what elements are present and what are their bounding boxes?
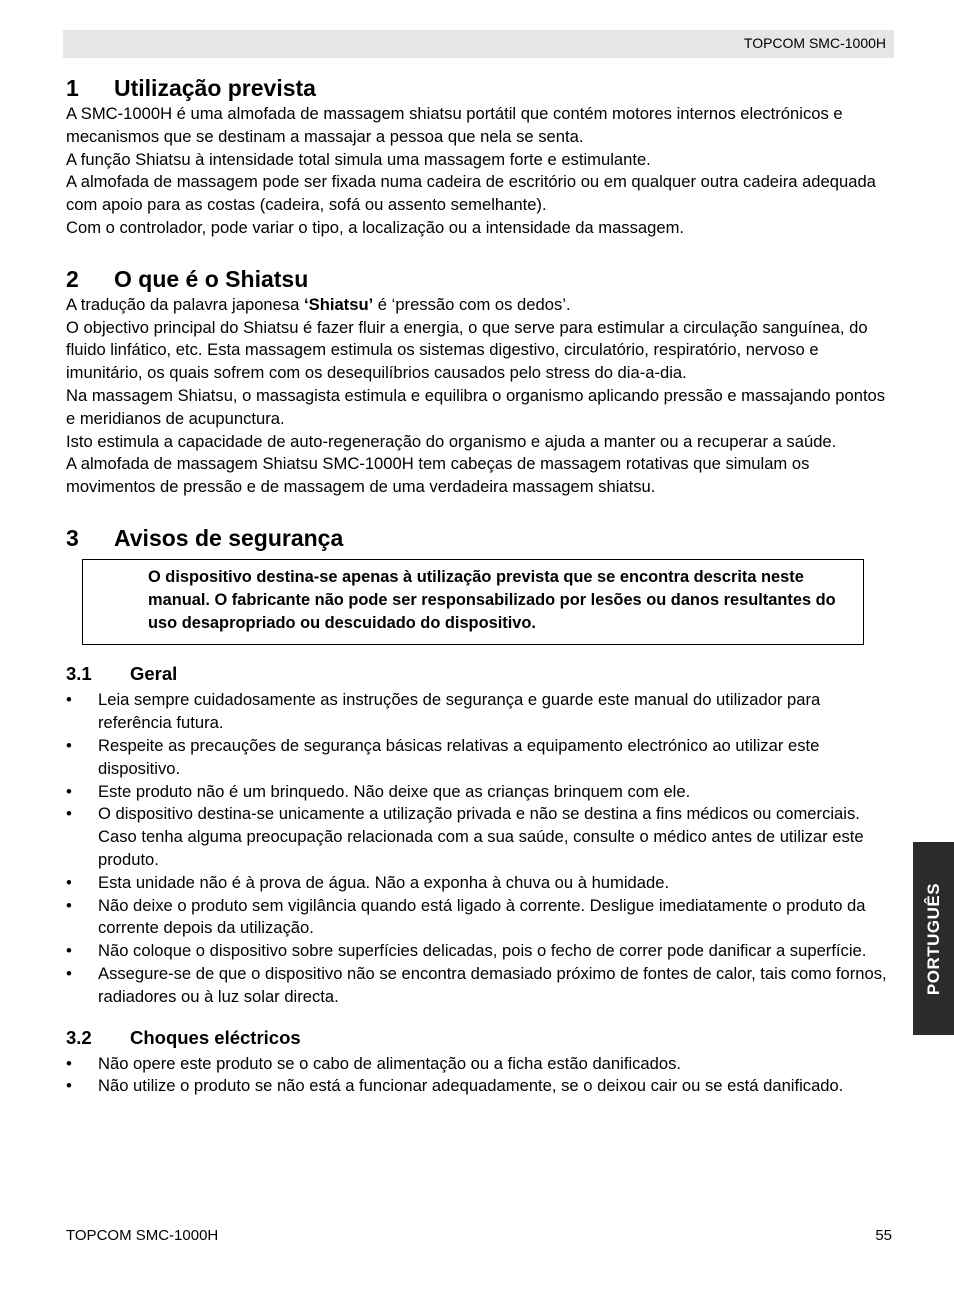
section-3-heading bbox=[66, 523, 896, 553]
subsection-number: 3.2 bbox=[66, 1026, 92, 1048]
page-header bbox=[63, 30, 894, 58]
shiatsu-intro bbox=[66, 294, 896, 317]
footer-product: TOPCOM SMC-1000H bbox=[66, 1227, 219, 1244]
list-item: • O dispositivo destina-se unicamente a utilização privada e não se destina a fins médicos ou comerciais. Caso tenha alguma preocupação relacionada com a sua saúde, consulte o médico antes de utilizar este produto. bbox=[66, 803, 896, 871]
intro-term: ‘Shiatsu’ bbox=[304, 294, 374, 314]
list-item: • Esta unidade não é à prova de água. Não a exponha à chuva ou à humidade. bbox=[66, 872, 896, 895]
language-tab bbox=[913, 842, 954, 1035]
safety-warning-box: O dispositivo destina-se apenas à utilização prevista que se encontra descrita neste manual. O fabricante não pode ser responsabilizado por lesões ou danos resultantes do uso desapropriado ou descuidado do dispositivo. bbox=[82, 559, 864, 645]
footer-page-number: 55 bbox=[875, 1227, 892, 1244]
paragraph: A função Shiatsu à intensidade total simula uma massagem forte e estimulante. bbox=[66, 149, 651, 169]
section-title: O que é o Shiatsu bbox=[114, 265, 309, 292]
electric-shock-list bbox=[66, 1053, 896, 1099]
list-item: • Este produto não é um brinquedo. Não deixe que as crianças brinquem com ele. bbox=[66, 781, 896, 804]
section-number: 1 bbox=[66, 75, 79, 101]
list-item: • Não utilize o produto se não está a funcionar adequadamente, se o deixou cair ou se está danificado. bbox=[66, 1075, 896, 1098]
section-2-heading bbox=[66, 264, 896, 294]
intro-text: A tradução da palavra japonesa bbox=[66, 294, 305, 314]
list-item: • Respeite as precauções de segurança básicas relativas a equipamento electrónico ao utilizar este dispositivo. bbox=[66, 735, 896, 781]
subsection-number: 3.1 bbox=[66, 663, 92, 685]
section-number: 3 bbox=[66, 524, 79, 551]
paragraph: Com o controlador, pode variar o tipo, a localização ou a intensidade da massagem. bbox=[66, 217, 685, 237]
paragraph: Na massagem Shiatsu, o massagista estimula e equilibra o organismo aplicando pressão e massajando pontos e meridianos de acupunctura. bbox=[66, 385, 886, 428]
section-number: 2 bbox=[66, 265, 79, 292]
subsection-title: Choques eléctricos bbox=[130, 1026, 301, 1048]
subsection-title: Geral bbox=[130, 663, 178, 685]
header-title: TOPCOM SMC-1000H bbox=[743, 35, 886, 51]
list-item: • Não coloque o dispositivo sobre superfícies delicadas, pois o fecho de correr pode danificar a superfície. bbox=[66, 940, 896, 963]
subsection-3-2-heading bbox=[66, 1025, 896, 1051]
list-item: • Assegure-se de que o dispositivo não se encontra demasiado próximo de fontes de calor, tais como fornos, radiadores ou à luz solar directa. bbox=[66, 963, 896, 1009]
list-item: • Não opere este produto se o cabo de alimentação ou a ficha estão danificados. bbox=[66, 1053, 896, 1076]
section-title: Utilização prevista bbox=[114, 75, 316, 101]
paragraph: A almofada de massagem Shiatsu SMC-1000H tem cabeças de massagem rotativas que simulam os movimentos de pressão e de massagem de uma verdadeira massagem shiatsu. bbox=[66, 454, 810, 497]
intro-text: é ‘pressão com os dedos’. bbox=[373, 294, 571, 314]
subsection-3-1-heading bbox=[66, 661, 896, 687]
list-item: • Leia sempre cuidadosamente as instruções de segurança e guarde este manual do utilizador para referência futura. bbox=[66, 689, 896, 735]
paragraph: A almofada de massagem pode ser fixada numa cadeira de escritório ou em qualquer outra cadeira adequada com apoio para as costas (cadeira, sofá ou assento semelhante). bbox=[66, 172, 876, 215]
paragraph: O objectivo principal do Shiatsu é fazer fluir a energia, o que serve para estimular a circulação sanguínea, do fluido linfático, etc. Esta massagem estimula os sistemas digestivo, circulatório, respiratório, nervoso e imunitário, os quais sofrem com os desequilíbrios causados pelo stress do dia-a-dia. bbox=[66, 317, 868, 383]
section-1-heading bbox=[66, 73, 896, 103]
language-tab-label: PORTUGUÊS bbox=[923, 882, 943, 995]
page-content bbox=[66, 73, 896, 1098]
list-item: • Não deixe o produto sem vigilância quando está ligado à corrente. Desligue imediatamente o produto da corrente depois da utilização. bbox=[66, 895, 896, 941]
general-safety-list bbox=[66, 689, 896, 1008]
section-title: Avisos de segurança bbox=[114, 524, 344, 551]
paragraph: Isto estimula a capacidade de auto-regeneração do organismo e ajuda a manter ou a recuperar a saúde. bbox=[66, 431, 837, 451]
paragraph: A SMC-1000H é uma almofada de massagem shiatsu portátil que contém motores internos electrónicos e mecanismos que se destinam a massajar a pessoa que nela se senta. bbox=[66, 104, 843, 146]
